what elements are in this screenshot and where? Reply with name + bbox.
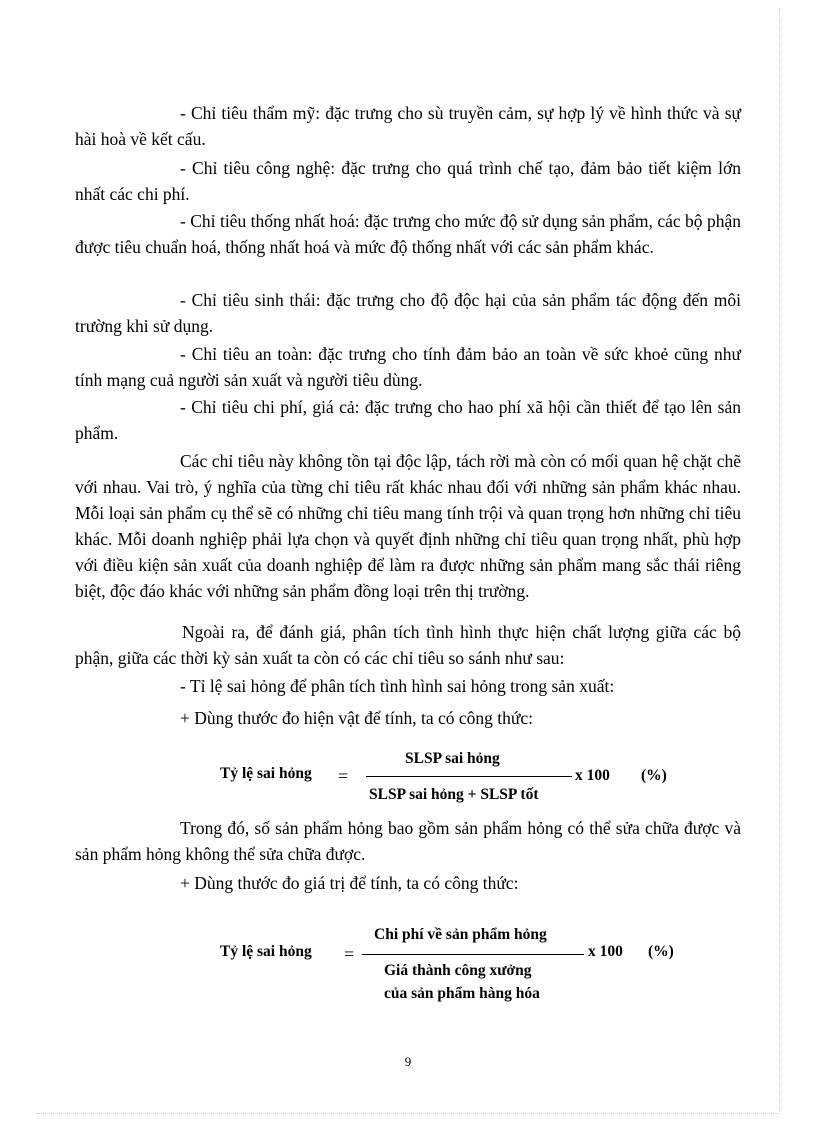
formula2-eq: = (344, 944, 355, 964)
paragraph-physical-measure: + Dùng thước đo hiện vật để tính, ta có công thức: (180, 708, 534, 728)
formula2-fraction-line (362, 954, 584, 955)
formula2-denominator-line2: của sản phẩm hàng hóa (384, 985, 540, 1002)
formula1-denominator: SLSP sai hỏng + SLSP tốt (369, 786, 539, 803)
formula1-numerator: SLSP sai hỏng (405, 750, 500, 767)
formula2-numerator: Chi phí về sản phẩm hỏng (374, 926, 547, 943)
paragraph-value-measure: + Dùng thước đo giá trị để tính, ta có công thức: (180, 873, 519, 893)
paragraph-standardization: - Chỉ tiêu thống nhất hoá: đặc trưng cho mức độ sử dụng sản phẩm, các bộ phận được tiêu chuẩn hoá, thống nhất hoá và mức độ thống nhất với các sản phẩm khác. (75, 211, 741, 257)
formula1-times: x 100 (575, 767, 610, 784)
paragraph-defect-note: Trong đó, số sản phẩm hỏng bao gồm sản phẩm hỏng có thể sửa chữa được và sản phẩm hỏng không thể sửa chữa được. (75, 818, 741, 864)
formula1-lhs: Tỷ lệ sai hỏng (220, 765, 312, 782)
paragraph-aesthetic: - Chỉ tiêu thẩm mỹ: đặc trưng cho sù truyền cảm, sự hợp lý về hình thức và sự hài hoà về kết cấu. (75, 103, 741, 149)
formula2-lhs: Tỷ lệ sai hỏng (220, 943, 312, 960)
formula1-fraction-line (366, 776, 572, 777)
formula2-denominator-line1: Giá thành công xưởng (384, 962, 532, 979)
formula2-unit: (%) (648, 943, 674, 960)
paragraph-cost: - Chỉ tiêu chi phí, giá cả: đặc trưng cho hao phí xã hội cần thiết để tạo lên sản phẩm. (75, 397, 741, 443)
formula1-eq: = (338, 766, 349, 786)
formula1-unit: (%) (641, 767, 667, 784)
paragraph-technology: - Chỉ tiêu công nghệ: đặc trưng cho quá trình chế tạo, đảm bảo tiết kiệm lớn nhất các chi phí. (75, 158, 741, 204)
paragraph-relations: Các chỉ tiêu này không tồn tại độc lập, tách rời mà còn có mối quan hệ chặt chẽ với nhau. Vai trò, ý nghĩa của từng chỉ tiêu rất khác nhau đối với những sản phẩm khác nhau. Mỗi loại sản phẩm cụ thể sẽ có những chỉ tiêu mang tính trội và quan trọng hơn những chỉ tiêu khác. Mỗi doanh nghiệp phải lựa chọn và quyết định những chỉ tiêu quan trọng nhất, phù hợp với điều kiện sản xuất của doanh nghiệp để làm ra được những sản phẩm mang sắc thái riêng biệt, độc đáo khác với những sản phẩm đồng loại trên thị trường. (75, 451, 741, 601)
formula2-times: x 100 (588, 943, 623, 960)
paragraph-ecology: - Chỉ tiêu sinh thái: đặc trưng cho độ độc hại của sản phẩm tác động đến môi trường khi sử dụng. (75, 290, 741, 336)
paragraph-comparison: Ngoài ra, để đánh giá, phân tích tình hình thực hiện chất lượng giữa các bộ phận, giữa các thời kỳ sản xuất ta còn có các chỉ tiêu so sánh như sau: (75, 622, 741, 668)
paragraph-defect-ratio: - Tỉ lệ sai hỏng để phân tích tình hình sai hỏng trong sản xuất: (180, 676, 615, 696)
page-number: 9 (404, 1054, 412, 1069)
paragraph-safety: - Chỉ tiêu an toàn: đặc trưng cho tính đảm bảo an toàn về sức khoẻ cũng như tính mạng cuả người sản xuất và người tiêu dùng. (75, 344, 741, 390)
